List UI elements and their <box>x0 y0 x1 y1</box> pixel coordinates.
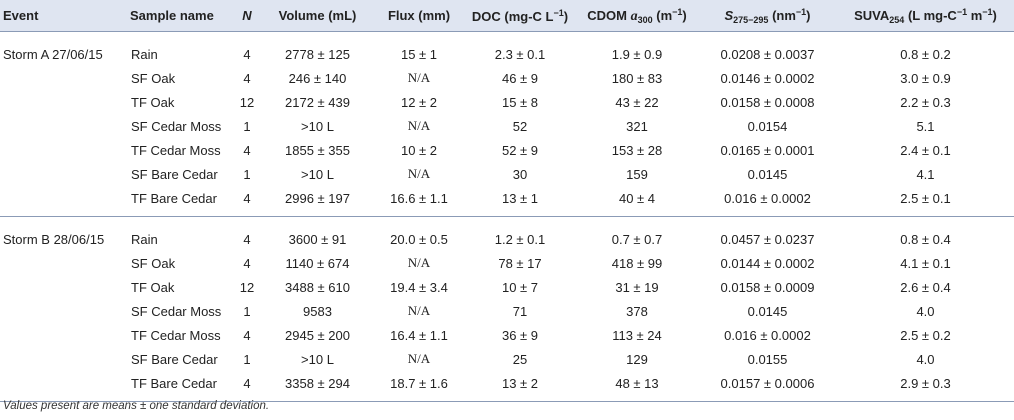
header-cdom <box>576 0 698 32</box>
cell-n: 1 <box>243 166 251 182</box>
cell-volume: >10 L <box>301 118 334 134</box>
cell-sample-name: Rain <box>131 46 158 62</box>
cell-sample-name: SF Bare Cedar <box>131 351 218 367</box>
cell-slope: 0.0145 <box>747 166 788 182</box>
cell-event <box>0 371 127 402</box>
cell-n: 12 <box>239 94 255 110</box>
cell-suva: 2.5 ± 0.1 <box>837 186 1014 217</box>
table-row <box>0 66 1014 90</box>
cell-cdom: 153 ± 28 <box>611 142 663 158</box>
cell-volume: 3488 ± 610 <box>285 279 350 295</box>
header-slope-sub: 275−295 <box>733 14 769 25</box>
header-suva-m: m <box>970 7 983 23</box>
table-row <box>0 371 1014 402</box>
cell-suva: 3.0 ± 0.9 <box>900 70 951 86</box>
header-suva-label: SUVA <box>854 7 890 23</box>
cell-cdom: 1.9 ± 0.9 <box>611 46 663 62</box>
table-row <box>0 299 1014 323</box>
cell-doc: 52 <box>512 118 528 134</box>
cell-volume: >10 L <box>301 166 334 182</box>
header-suva-sup1: −1 <box>956 6 968 17</box>
cell-n: 4 <box>243 255 251 271</box>
cell-n: 4 <box>243 70 251 86</box>
cell-n: 4 <box>243 142 251 158</box>
cell-doc: 13 ± 1 <box>464 186 576 217</box>
cell-n: 12 <box>239 279 255 295</box>
table-row <box>0 251 1014 275</box>
cell-volume: 2996 ± 197 <box>261 186 374 217</box>
cell-event <box>0 299 127 323</box>
cell-sample-name: SF Oak <box>131 255 176 271</box>
cell-volume: 1140 ± 674 <box>285 255 350 271</box>
cell-n: 4 <box>243 327 251 343</box>
header-suva-sup2: −1 <box>982 6 993 17</box>
table-row <box>0 347 1014 371</box>
cell-sample-name: SF Bare Cedar <box>131 166 218 182</box>
cell-flux: N/A <box>407 70 431 85</box>
cell-doc: 46 ± 9 <box>501 70 539 86</box>
cell-flux: 16.6 ± 1.1 <box>374 186 464 217</box>
cell-n: 4 <box>243 46 251 62</box>
table-row <box>0 114 1014 138</box>
table-body <box>0 32 1014 402</box>
header-doc-close: ) <box>563 8 569 24</box>
cell-flux: 20.0 ± 0.5 <box>390 231 448 247</box>
cell-suva: 0.8 ± 0.2 <box>900 46 951 62</box>
cell-slope: 0.0158 ± 0.0008 <box>720 94 815 110</box>
cell-volume: >10 L <box>301 351 334 367</box>
header-event: Event <box>0 0 127 32</box>
cell-cdom: 180 ± 83 <box>611 70 663 86</box>
cell-slope: 0.016 ± 0.0002 <box>724 327 811 343</box>
cell-volume: 2172 ± 439 <box>285 94 350 110</box>
cell-cdom: 418 ± 99 <box>611 255 663 271</box>
cell-doc: 78 ± 17 <box>498 255 542 271</box>
cell-suva: 2.4 ± 0.1 <box>900 142 951 158</box>
cell-doc: 25 <box>512 351 528 367</box>
cell-suva: 0.8 ± 0.4 <box>900 231 951 247</box>
cell-flux: N/A <box>407 118 431 133</box>
cell-volume: 3358 ± 294 <box>261 371 374 402</box>
cell-slope: 0.0208 ± 0.0037 <box>720 46 815 62</box>
cell-cdom: 43 ± 22 <box>615 94 659 110</box>
cell-volume: 9583 <box>303 303 332 319</box>
header-doc-label: DOC (mg-C L <box>471 8 554 24</box>
header-cdom-sup: −1 <box>672 6 683 17</box>
header-slope-s: S <box>724 7 734 23</box>
table-footnote: Values present are means ± one standard deviation. <box>3 400 270 412</box>
cell-event <box>0 323 127 347</box>
header-cdom-close: ) <box>682 7 687 23</box>
cell-cdom: 0.7 ± 0.7 <box>611 231 663 247</box>
cell-slope: 0.0157 ± 0.0006 <box>698 371 837 402</box>
table-row <box>0 138 1014 162</box>
cell-suva: 5.1 <box>916 118 935 134</box>
header-cdom-unit: (m <box>656 7 673 23</box>
cell-flux: 10 ± 2 <box>400 142 438 158</box>
cell-sample-name: TF Oak <box>131 94 175 110</box>
cell-doc: 30 <box>512 166 528 182</box>
cell-doc: 1.2 ± 0.1 <box>494 231 546 247</box>
cell-sample-name: SF Cedar Moss <box>131 303 222 319</box>
cell-slope: 0.0165 ± 0.0001 <box>720 142 815 158</box>
cell-doc: 10 ± 7 <box>501 279 539 295</box>
header-cdom-sub: 300 <box>637 14 653 25</box>
cell-doc: 15 ± 8 <box>501 94 539 110</box>
header-n: N <box>233 0 261 32</box>
cell-volume: 1855 ± 355 <box>285 142 350 158</box>
cell-sample-name: SF Cedar Moss <box>131 118 222 134</box>
header-flux: Flux (mm) <box>374 0 464 32</box>
cell-suva: 2.5 ± 0.2 <box>900 327 951 343</box>
table-row <box>0 90 1014 114</box>
cell-doc: 71 <box>512 303 528 319</box>
header-doc <box>464 0 576 32</box>
cell-flux: 18.7 ± 1.6 <box>374 371 464 402</box>
cell-sample-name: Rain <box>131 231 158 247</box>
cell-event: Storm B 28/06/15 <box>3 231 105 247</box>
cell-suva: 4.0 <box>916 351 935 367</box>
cell-event <box>0 347 127 371</box>
cell-slope: 0.0155 <box>747 351 788 367</box>
cell-flux: 15 ± 1 <box>400 46 438 62</box>
cell-cdom: 129 <box>626 351 648 367</box>
table-header <box>0 0 1014 32</box>
table-row <box>0 162 1014 186</box>
cell-flux: N/A <box>407 303 431 318</box>
header-suva-unit: (L mg-C <box>907 7 957 23</box>
cell-event <box>0 138 127 162</box>
cell-suva: 2.6 ± 0.4 <box>900 279 951 295</box>
cell-slope: 0.016 ± 0.0002 <box>698 186 837 217</box>
cell-slope: 0.0144 ± 0.0002 <box>720 255 815 271</box>
cell-cdom: 40 ± 4 <box>576 186 698 217</box>
header-cdom-a: a <box>630 8 638 24</box>
header-cdom-label: CDOM <box>587 7 627 23</box>
cell-sample-name: TF Bare Cedar <box>127 371 233 402</box>
cell-sample-name: TF Cedar Moss <box>131 142 221 158</box>
cell-volume: 3600 ± 91 <box>288 231 347 247</box>
cell-n: 1 <box>243 303 251 319</box>
cell-flux: N/A <box>407 166 431 181</box>
cell-slope: 0.0154 <box>747 118 788 134</box>
cell-event <box>0 162 127 186</box>
cell-doc: 2.3 ± 0.1 <box>494 46 546 62</box>
cell-cdom: 113 ± 24 <box>612 327 662 343</box>
cell-cdom: 378 <box>626 303 648 319</box>
cell-volume: 2778 ± 125 <box>285 46 350 62</box>
cell-doc: 13 ± 2 <box>464 371 576 402</box>
header-volume: Volume (mL) <box>261 0 374 32</box>
header-slope-unit: (nm <box>772 7 796 23</box>
header-row <box>0 0 1014 32</box>
cell-cdom: 31 ± 19 <box>615 279 659 295</box>
cell-n: 4 <box>233 186 261 217</box>
cell-suva: 2.2 ± 0.3 <box>900 94 951 110</box>
cell-event <box>0 251 127 275</box>
cell-event <box>0 275 127 299</box>
cell-slope: 0.0158 ± 0.0009 <box>720 279 815 295</box>
cell-suva: 4.1 ± 0.1 <box>900 255 951 271</box>
cell-flux: 19.4 ± 3.4 <box>390 279 448 295</box>
cell-n: 1 <box>243 351 251 367</box>
cell-doc: 36 ± 9 <box>501 327 539 343</box>
cell-event <box>0 66 127 90</box>
cell-doc: 52 ± 9 <box>501 142 539 158</box>
cell-sample-name: TF Bare Cedar <box>127 186 233 217</box>
cell-cdom: 159 <box>626 166 648 182</box>
cell-suva: 4.1 <box>916 166 935 182</box>
cell-cdom: 48 ± 13 <box>576 371 698 402</box>
cell-event <box>0 114 127 138</box>
header-doc-sup: −1 <box>553 7 564 18</box>
cell-flux: 12 ± 2 <box>400 94 438 110</box>
cell-n: 4 <box>243 231 251 247</box>
cell-volume: 2945 ± 200 <box>285 327 350 343</box>
header-suva-close: ) <box>992 7 997 23</box>
header-slope-close: ) <box>806 7 811 23</box>
cell-event <box>0 90 127 114</box>
cell-n: 1 <box>243 118 251 134</box>
cell-volume: 246 ± 140 <box>288 70 347 86</box>
cell-flux: N/A <box>407 255 431 270</box>
header-suva-sub: 254 <box>889 14 905 25</box>
cell-flux: 16.4 ± 1.1 <box>390 327 448 343</box>
table-row <box>0 323 1014 347</box>
table-row <box>0 217 1014 252</box>
cell-slope: 0.0146 ± 0.0002 <box>720 70 815 86</box>
header-slope <box>698 0 837 32</box>
cell-event <box>0 186 127 217</box>
cell-sample-name: TF Cedar Moss <box>131 327 221 343</box>
cell-cdom: 321 <box>626 118 648 134</box>
cell-event: Storm A 27/06/15 <box>3 46 103 62</box>
header-sample-name: Sample name <box>127 0 233 32</box>
header-slope-sup: −1 <box>795 6 807 17</box>
table-row <box>0 186 1014 217</box>
cell-sample-name: TF Oak <box>131 279 175 295</box>
header-suva <box>837 0 1014 32</box>
table-row <box>0 32 1014 67</box>
cell-slope: 0.0457 ± 0.0237 <box>720 231 815 247</box>
cell-slope: 0.0145 <box>747 303 788 319</box>
cell-n: 4 <box>233 371 261 402</box>
table-row <box>0 275 1014 299</box>
cell-suva: 2.9 ± 0.3 <box>837 371 1014 402</box>
cell-flux: N/A <box>407 351 431 366</box>
cell-sample-name: SF Oak <box>131 70 176 86</box>
cell-suva: 4.0 <box>916 303 935 319</box>
